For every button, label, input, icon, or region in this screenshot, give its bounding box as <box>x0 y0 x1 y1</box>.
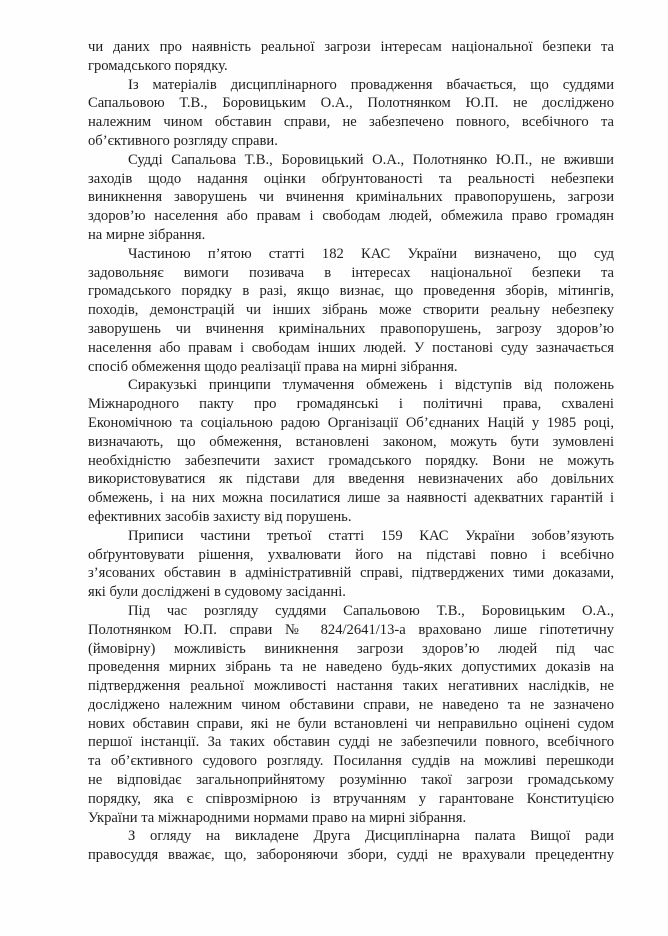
text-line: не відповідає загальноприйнятому розумінню такої загрози громадському <box>88 772 614 789</box>
text-line: заворушень чи вчинення кримінальних правопорушень, загрозу здоров’ю <box>88 320 614 337</box>
text-line: визначають, що обмеження, встановлені законом, можуть бути зумовлені <box>88 433 614 450</box>
text-line: проведення мирних зібрань та не наведено будь-яких допустимих доказів на <box>88 659 614 676</box>
text-line: з’ясованих обставин в адміністративній справі, підтверджених тими доказами, <box>88 565 614 582</box>
text-line: належним чином обставин справи, не забезпечено повного, всебічного та <box>88 114 614 131</box>
text-line: задовольняє вимоги позивача в інтересах національної безпеки та <box>88 264 614 281</box>
text-line: Судді Сапальова Т.В., Боровицький О.А., Полотнянко Ю.П., не вживши <box>128 151 614 168</box>
text-line: Приписи частини третьої статті 159 КАС України зобов’язують <box>128 527 614 544</box>
text-line: нових обставин справи, які не були встановлені чи неправильно оцінені судом <box>88 715 614 732</box>
paragraph <box>88 245 614 377</box>
text-line: необхідністю забезпечити захист громадського порядку. Вони не можуть <box>88 452 614 469</box>
text-line: Із матеріалів дисциплінарного провадження вбачається, що суддями <box>128 76 614 93</box>
text-line: Сиракузькі принципи тлумачення обмежень і відступів від положень <box>128 377 614 394</box>
paragraph <box>88 527 614 602</box>
text-line: обґрунтовувати рішення, ухвалювати його на підставі повно і всебічно <box>88 546 614 563</box>
text-line: виникнення заворушень чи вчинення кримінальних правопорушень, загрози <box>88 189 614 206</box>
text-line: Сапальовою Т.В., Боровицьким О.А., Полотнянком Ю.П. не досліджено <box>88 95 614 112</box>
text-line: чи даних про наявність реальної загрози інтересам національної безпеки та <box>88 39 614 55</box>
text-line: громадського порядку. <box>88 57 228 74</box>
text-line: Частиною п’ятою статті 182 КАС України визначено, що суд <box>128 245 614 262</box>
paragraph <box>88 76 614 151</box>
text-line: громадського порядку в разі, якщо визнає, що проведення зборів, мітингів, <box>88 283 614 300</box>
text-line: Економічною та соціальною радою Організації Об’єднаних Націй у 1985 році, <box>88 414 614 431</box>
text-line: досліджено належним чином обставини справи, не наведено та не зазначено <box>88 696 614 713</box>
text-line: походів, демонстрацій чи інших зібрань може створити реальну небезпеку <box>88 302 614 319</box>
paragraph <box>88 38 614 76</box>
text-line: об’єктивного розгляду справи. <box>88 132 278 149</box>
text-line: України та міжнародними нормами право на мирні зібрання. <box>88 809 467 826</box>
text-line: населення або правам і свободам інших людей. У постанові суду зазначається <box>88 339 614 356</box>
text-line: (ймовірну) можливість виникнення загрози здоров’ю людей під час <box>88 640 614 657</box>
text-line: які були досліджені в судовому засіданні. <box>88 584 346 601</box>
text-line: правосуддя вважає, що, забороняючи збори, судді не врахували прецедентну <box>88 847 614 864</box>
text-line: порядку, яка є співрозмірною із втручанням у гарантоване Конституцією <box>88 790 614 807</box>
text-line: спосіб обмеження щодо реалізації права на мирні зібрання. <box>88 358 458 375</box>
text-line: З огляду на викладене Друга Дисциплінарна палата Вищої ради <box>128 828 614 845</box>
text-line: ефективних засобів захисту від порушень. <box>88 508 352 525</box>
text-line: підтвердження реальної можливості настання таких негативних наслідків, не <box>88 678 614 695</box>
text-line: використовуватися як підстави для введення невизначених або довільних <box>88 471 614 488</box>
text-line: першої інстанції. За таких обставин судді не забезпечили повного, всебічного <box>88 734 614 751</box>
text-line: обмежень, і на них можна посилатися лише за наявності адекватних гарантій і <box>88 490 614 507</box>
paragraph <box>88 376 614 526</box>
text-line: та об’єктивного судового розгляду. Посилання суддів на можливі перешкоди <box>88 753 614 770</box>
text-line: заходів щодо надання оцінки обґрунтованості та реальності небезпеки <box>88 170 614 187</box>
text-line: Міжнародного пакту про громадянські і політичні права, схвалені <box>88 396 614 413</box>
paragraph <box>88 151 614 245</box>
text-line: здоров’ю населення або правам і свободам людей, обмежила право громадян <box>88 208 614 225</box>
text-line: Полотнянком Ю.П. справи № 824/2641/13-а враховано лише гіпотетичну <box>88 621 614 638</box>
text-line: на мирне зібрання. <box>88 226 206 243</box>
paragraph <box>88 827 614 865</box>
text-line: Під час розгляду суддями Сапальовою Т.В., Боровицьким О.А., <box>128 602 614 619</box>
document-body <box>88 38 614 865</box>
paragraph <box>88 602 614 828</box>
